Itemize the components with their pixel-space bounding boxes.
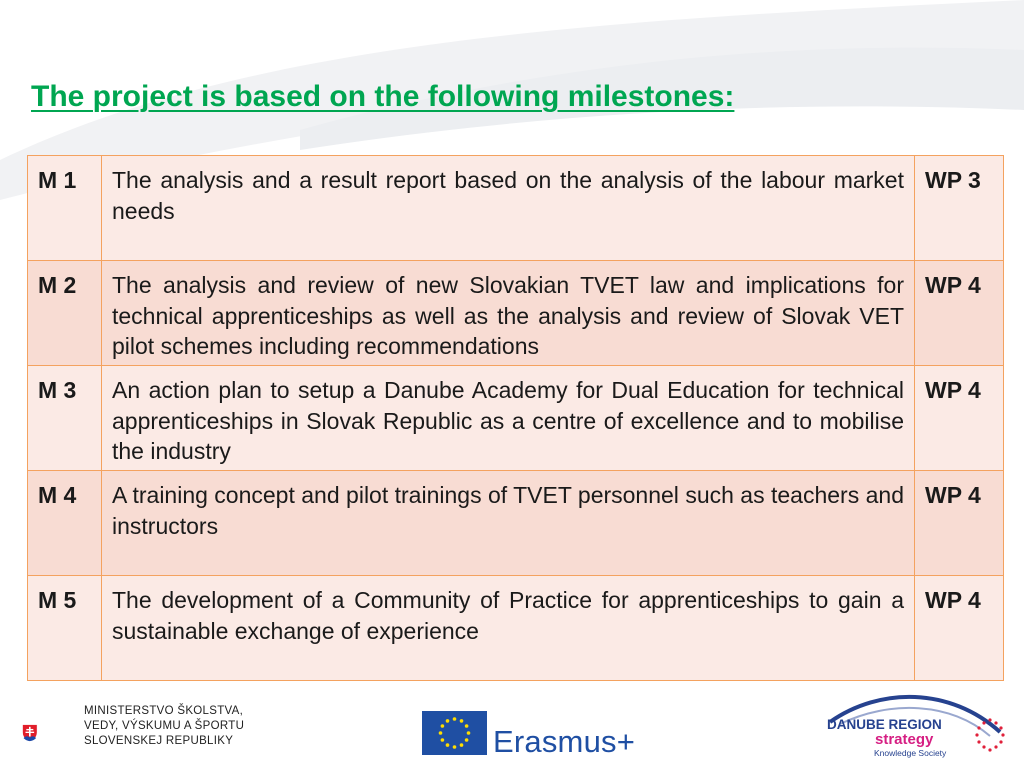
ministry-name — [84, 704, 244, 749]
milestone-work-package: WP 4 — [915, 471, 1004, 576]
ministry-line: VEDY, VÝSKUMU A ŠPORTU — [84, 720, 245, 732]
table-row — [28, 261, 1004, 366]
danube-subtitle: Knowledge Society — [874, 748, 947, 758]
milestone-description: A training concept and pilot trainings of TVET personnel such as teachers and instructors — [102, 471, 915, 576]
milestone-work-package: WP 4 — [915, 576, 1004, 681]
milestone-id: M 1 — [28, 156, 102, 261]
milestone-description: The analysis and a result report based on the analysis of the labour market needs — [102, 156, 915, 261]
ministry-line: MINISTERSTVO ŠKOLSTVA, — [84, 705, 244, 717]
milestone-id: M 2 — [28, 261, 102, 366]
milestone-id: M 3 — [28, 366, 102, 471]
milestone-id: M 4 — [28, 471, 102, 576]
ministry-line: SLOVENSKEJ REPUBLIKY — [84, 735, 234, 747]
milestone-description: The development of a Community of Practice for apprenticeships to gain a sustainable exchange of experience — [102, 576, 915, 681]
slovak-coat-of-arms-icon — [22, 700, 84, 766]
milestone-description: An action plan to setup a Danube Academy for Dual Education for technical apprenticeships in Slovak Republic as a centre of excellence and to mobilise the industry — [102, 366, 915, 471]
danube-strategy-label: strategy — [875, 731, 934, 748]
milestone-id: M 5 — [28, 576, 102, 681]
milestone-work-package: WP 4 — [915, 261, 1004, 366]
table-row — [28, 366, 1004, 471]
milestone-work-package: WP 4 — [915, 366, 1004, 471]
milestone-work-package: WP 3 — [915, 156, 1004, 261]
erasmus-logo-text: Erasmus+ — [493, 724, 636, 759]
danube-region-title: DANUBE REGION — [827, 717, 942, 732]
eu-flag-icon — [422, 711, 487, 755]
milestones-table — [27, 155, 1004, 681]
page-title: The project is based on the following milestones: — [31, 80, 735, 113]
table-row — [28, 156, 1004, 261]
table-row — [28, 576, 1004, 681]
table-row — [28, 471, 1004, 576]
milestone-description: The analysis and review of new Slovakian TVET law and implications for technical apprenticeships as well as the analysis and review of Slovak VET pilot schemes including recommendations — [102, 261, 915, 366]
